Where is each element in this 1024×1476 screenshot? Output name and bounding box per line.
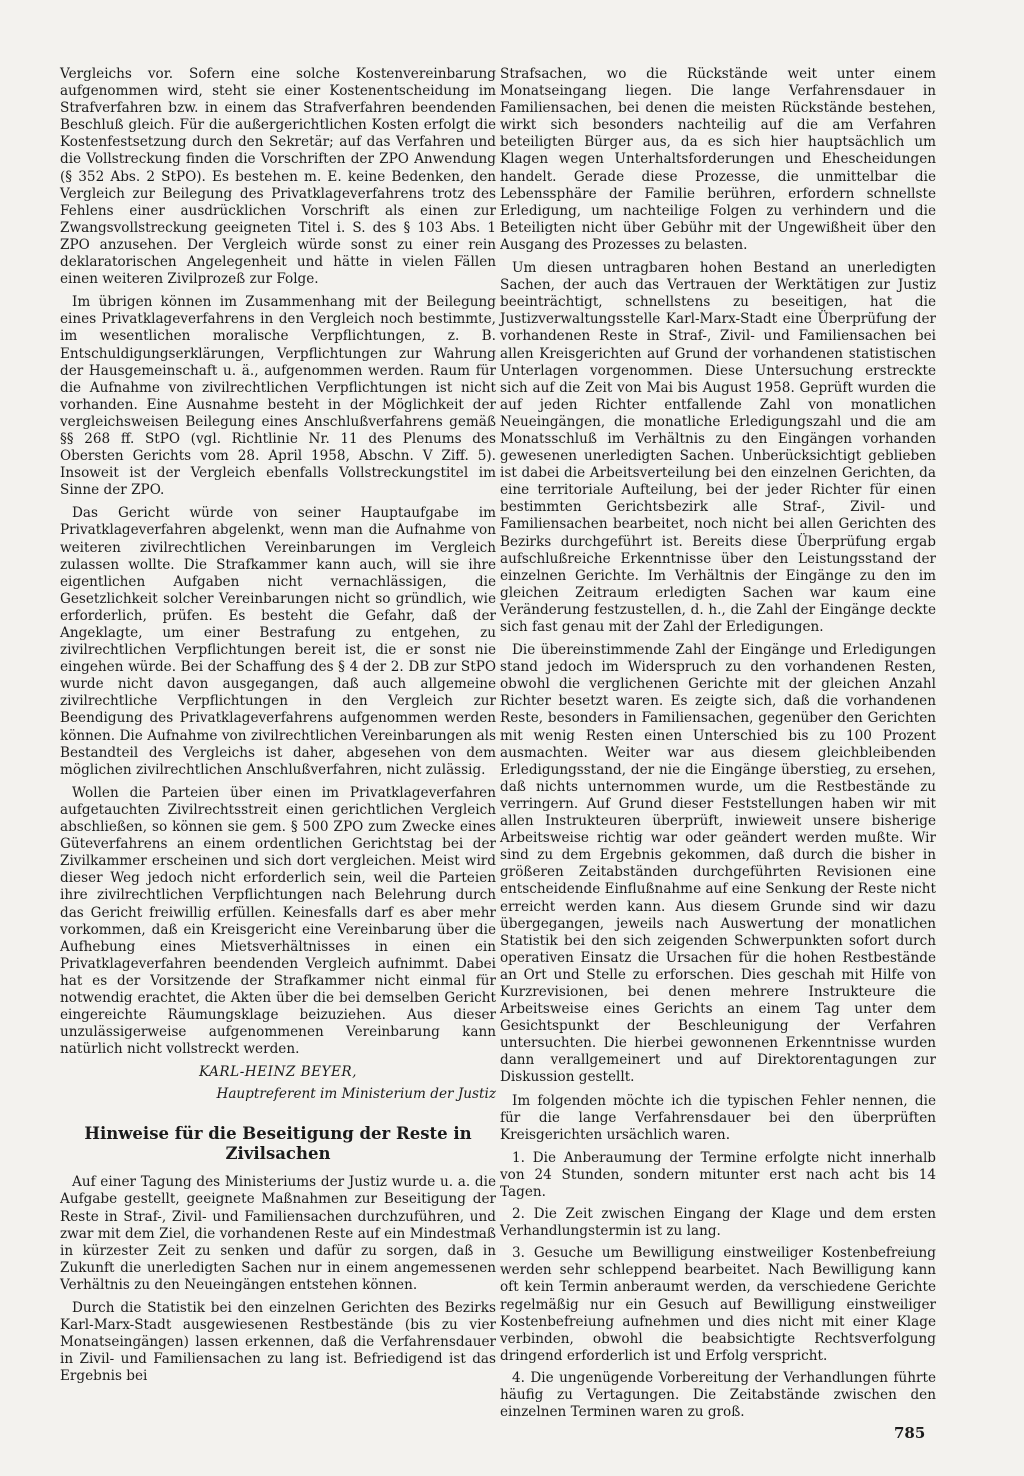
numbered-item: 4. Die ungenügende Vorbereitung der Verhandlungen führte häufig zu Vertagungen. Die Zeitabstände zwischen den einzelnen Terminen waren zu groß.: [500, 1369, 936, 1421]
right-column: [500, 66, 936, 1426]
paragraph: Durch die Statistik bei den einzelnen Gerichten des Bezirks Karl-Marx-Stadt ausgewiesenen Restbestände (bis zu vier Monatseingängen) lassen erkennen, daß die Verfahrensdauer in Zivil- und Familiensachen zu lang ist. Befriedigend ist das Ergebnis bei: [60, 1300, 496, 1385]
section-heading: Hinweise für die Beseitigung der Reste in Zivilsachen: [84, 1124, 472, 1164]
paragraph: Um diesen untragbaren hohen Bestand an unerledigten Sachen, der auch das Vertrauen der Werktätigen zur Justiz beeinträchtigt, schnellstens zu beseitigen, hat die Justizverwaltungsstelle Karl-Marx-Stadt eine Überprüfung der vorhandenen Reste in Straf-, Zivil- und Familiensachen bei allen Kreisgerichten auf Grund der vorhandenen statistischen Unterlagen vorgenommen. Diese Untersuchung erstreckte sich auf die Zeit von Mai bis August 1958. Geprüft wurden die auf jeden Richter entfallende Zahl von monatlichen Neueingängen, die monatliche Erledigungszahl und die am Monatsschluß im Verhältnis zu den Eingängen vorhanden gewesenen unerledigten Sachen. Unberücksichtigt geblieben ist dabei die Arbeitsverteilung bei den einzelnen Gerichten, da eine territoriale Aufteilung, bei der jeder Richter für einen bestimmten Gerichtsbezirk alle Straf-, Zivil- und Familiensachen bearbeitet, noch nicht bei allen Gerichten des Bezirks durchgeführt ist. Bereits diese Überprüfung ergab aufschlußreiche Erkenntnisse über den Leistungsstand der einzelnen Gerichte. Im Verhältnis der Eingänge zu den im gleichen Zeitraum erledigten Sachen war kaum eine Veränderung festzustellen, d. h., die Zahl der Eingänge deckte sich fast genau mit der Zahl der Erledigungen.: [500, 260, 936, 635]
left-column: [60, 66, 496, 1391]
paragraph: Vergleichs vor. Sofern eine solche Kostenvereinbarung aufgenommen wird, steht sie einer Kostenentscheidung im Strafverfahren bzw. in einem das Strafverfahren beendenden Beschluß gleich. Für die außergerichtlichen Kosten erfolgt die Kostenfestsetzung durch den Sekretär; auf das Verfahren und die Vollstreckung finden die Vorschriften der ZPO Anwendung (§ 352 Abs. 2 StPO). Es bestehen m. E. keine Bedenken, den Vergleich zur Beilegung des Privatklageverfahrens trotz des Fehlens einer ausdrücklichen Vorschrift als einen zur Zwangsvollstreckung geeigneten Titel i. S. des § 103 Abs. 1 ZPO anzusehen. Der Vergleich würde sonst zu einer rein deklaratorischen Angelegenheit und hätte in vielen Fällen einen weiteren Zivilprozeß zur Folge.: [60, 66, 496, 288]
paragraph: Im folgenden möchte ich die typischen Fehler nennen, die für die lange Verfahrensdauer bei den überprüften Kreisgerichten ursächlich waren.: [500, 1092, 936, 1143]
paragraph: Im übrigen können im Zusammenhang mit der Beilegung eines Privatklageverfahrens in den Vergleich noch bestimmte, im wesentlichen moralische Verpflichtungen, z. B. Entschuldigungserklärungen, Verpflichtungen zur Wahrung der Hausgemeinschaft u. ä., aufgenommen werden. Raum für die Aufnahme von zivilrechtlichen Verpflichtungen ist nicht vorhanden. Eine Ausnahme besteht in der Möglichkeit der vergleichsweisen Beilegung eines Anschlußverfahrens gemäß §§ 268 ff. StPO (vgl. Richtlinie Nr. 11 des Plenums des Obersten Gerichts vom 28. April 1958, Abschn. V Ziff. 5). Insoweit ist der Vergleich ebenfalls Vollstreckungstitel im Sinne der ZPO.: [60, 294, 496, 499]
numbered-item: 2. Die Zeit zwischen Eingang der Klage und dem ersten Verhandlungstermin ist zu lang.: [500, 1206, 936, 1240]
page-number: 785: [894, 1424, 926, 1442]
paragraph: Strafsachen, wo die Rückstände weit unter einem Monatseingang liegen. Die lange Verfahrensdauer in Familiensachen, bei denen die meisten Rückstände bestehen, wirkt sich besonders nachteilig auf die am Verfahren beteiligten Bürger aus, da es sich hier hauptsächlich um Klagen wegen Unterhaltsforderungen und Ehescheidungen handelt. Gerade diese Prozesse, die unmittelbar die Lebenssphäre der Familie berühren, erfordern schnellste Erledigung, um nachteilige Folgen zu verhindern und die Beteiligten nicht über Gebühr mit der Ungewißheit über den Ausgang des Prozesses zu belasten.: [500, 66, 936, 253]
paragraph: Auf einer Tagung des Ministeriums der Justiz wurde u. a. die Aufgabe gestellt, geeignete Maßnahmen zur Beseitigung der Reste in Straf-, Zivil- und Familiensachen durchzuführen, und zwar mit dem Ziel, die vorhandenen Reste auf ein Mindestmaß in kürzester Zeit zu senken und dafür zu sorgen, daß in Zukunft die unerledigten Sachen nur in einem angemessenen Verhältnis zu den Neueingängen entstehen können.: [60, 1174, 496, 1293]
paragraph: Die übereinstimmende Zahl der Eingänge und Erledigungen stand jedoch im Widerspruch zu den vorhandenen Resten, obwohl die verglichenen Gerichte mit der gleichen Anzahl Richter besetzt waren. Es zeigte sich, daß die vorhandenen Reste, besonders in Familiensachen, gegenüber den Gerichten mit wenig Resten einen Unterschied bis zu 100 Prozent ausmachten. Weiter war aus diesem gleichbleibenden Erledigungsstand, der nie die Eingänge überstieg, zu ersehen, daß nichts unternommen wurde, um die Restbestände zu verringern. Auf Grund dieser Feststellungen haben wir mit allen Instrukteuren überprüft, inwieweit unsere bisherige Arbeitsweise richtig war oder geändert werden mußte. Wir sind zu dem Ergebnis gekommen, daß durch die bisher in größeren Zeitabständen durchgeführten Revisionen eine entscheidende Einflußnahme auf eine Senkung der Reste nicht erreicht werden kann. Aus diesem Grunde sind wir dazu übergegangen, jeweils nach Auswertung der monatlichen Statistik bei den sich zeigenden Schwerpunkten sofort durch operativen Einsatz die Ursachen für die hohen Restbestände an Ort und Stelle zu erforschen. Dies geschah mit Hilfe von Kurzrevisionen, bei denen mehrere Instrukteure die Arbeitsweise eines Gerichts an einem Tag unter dem Gesichtspunkt der Beschleunigung der Verfahren untersuchten. Die hierbei gewonnenen Erkenntnisse wurden dann verallgemeinert und auf Direktorentagungen zur Diskussion gestellt.: [500, 642, 936, 1086]
paragraph: Wollen die Parteien über einen im Privatklageverfahren aufgetauchten Zivilrechtsstreit einen gerichtlichen Vergleich abschließen, so können sie gem. § 500 ZPO zum Zwecke eines Güteverfahrens an einem ordentlichen Gerichtstag bei der Zivilkammer erscheinen und sich dort vergleichen. Meist wird dieser Weg jedoch nicht erforderlich sein, weil die Parteien ihre zivilrechtlichen Verpflichtungen nach Belehrung durch das Gericht freiwillig erfüllen. Keinesfalls darf es aber mehr vorkommen, daß ein Kreisgericht eine Vereinbarung über die Aufhebung eines Mietsverhältnisses in einen ein Privatklageverfahren beendenden Vergleich aufnimmt. Dabei hat es der Vorsitzende der Strafkammer nicht einmal für notwendig erachtet, die Akten über die bei demselben Gericht eingereichte Räumungsklage beizuziehen. Aus dieser unzulässigerweise aufgenommenen Vereinbarung kann natürlich nicht vollstreckt werden.: [60, 784, 496, 1058]
author-title: Hauptreferent im Ministerium der Justiz: [216, 1086, 496, 1103]
paragraph: Das Gericht würde von seiner Hauptaufgabe im Privatklageverfahren abgelenkt, wenn man die Aufnahme von weiteren zivilrechtlichen Vereinbarungen im Vergleich zulassen wollte. Die Strafkammer kann auch, will sie ihre eigentlichen Aufgaben nicht vernachlässigen, die Gesetzlichkeit solcher Vereinbarungen nicht so gründlich, wie erforderlich, prüfen. Es besteht die Gefahr, daß der Angeklagte, um einer Bestrafung zu entgehen, zu zivilrechtlichen Verpflichtungen bereit ist, die er sonst nie eingehen würde. Bei der Schaffung des § 4 der 2. DB zur StPO wurde nicht davon ausgegangen, daß auch allgemeine zivilrechtliche Verpflichtungen in den Vergleich zur Beendigung des Privatklageverfahrens aufgenommen werden können. Die Aufnahme von zivilrechtlichen Vereinbarungen als Bestandteil des Vergleichs ist daher, abgesehen von dem möglichen zivilrechtlichen Anschlußverfahren, nicht zulässig.: [60, 505, 496, 778]
numbered-item: 1. Die Anberaumung der Termine erfolgte nicht innerhalb von 24 Stunden, sondern mitunter erst nach acht bis 14 Tagen.: [500, 1149, 936, 1200]
numbered-item: 3. Gesuche um Bewilligung einstweiliger Kostenbefreiung werden sehr schleppend bearbeitet. Nach Bewilligung kann oft kein Termin anberaumt werden, da verschiedene Gerichte regelmäßig nur ein Gesuch auf Bewilligung einstweiliger Kostenbefreiung aufnehmen und dies nicht mit einer Klage verbinden, obwohl die beabsichtigte Rechtsverfolgung dringend erforderlich ist und Erfolg verspricht.: [500, 1245, 936, 1364]
author-name: KARL-HEINZ BEYER,: [199, 1064, 357, 1081]
